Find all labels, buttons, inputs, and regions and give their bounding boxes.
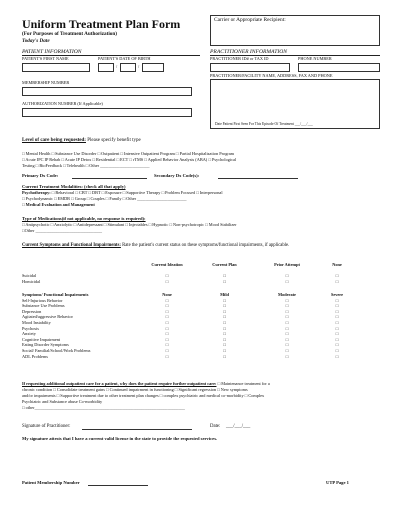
care-level-options-1[interactable]: □ Mental Health □ Substance Use Disorder □ Outpatient □ Intensive Outpatient Program □ Partial Hospitalization Program xyxy=(22,151,235,156)
row-label: Social/ Familial/School/Work Problems xyxy=(22,347,91,353)
checkbox[interactable]: □ xyxy=(335,308,339,314)
checkbox[interactable]: □ xyxy=(223,303,226,309)
auth-field[interactable] xyxy=(22,108,192,117)
checkbox[interactable]: □ xyxy=(165,308,169,314)
checkbox[interactable]: □ xyxy=(285,273,289,279)
treatment-plan-page: Uniform Treatment Plan Form (For Purposes of Treatment Authorization) Today's Date Carrier or Appropriate Recipient: PATIENT INFORMATION PATIENT'S FIRST NAME PATIENT'S DATE OF BIRTH / / MEMBERSHIP NUMBER AUTHORIZATION NUMBER (If Applicable) PRACTITIONER INFORMATION PRACTITIONER ID# or TAX ID PHONE NUMBER PRACTITIONER/FACILITY NAME, ADDRESS, FAX AND PHONE Date Patient First Seen For This Episode Of Treatment ___/___/___ Level of care being requested: Please specify benefit type □ Mental Health □ Substance Use Disorder □ Outpatient □ Intensive Outpatient Program □ Partial Hospitalization Program □ Acute IPC IP Rehab □ Acute IP Detox □ Residential □ ECT □ rTMS □ Applied Behavior Analysis (ABA) □ Psychological Testing □ BioFeedback □ Telehealth □ Other _______________________ Primary Dx Code: Secondary Dx Code(s): Current Treatment Modalities: (check all that apply) Psychotherapy: □ Behavioral □ CBT □ DBT □ Exposure □ Supportive Therapy □ Problem Focused □ Interpersonal □ Psychodynamic □ EMDR □ Group □ Couples □ Family □ Other _______________________ □ Medical Evaluation and Management Type of Medications(if not applicable, no response is required): □ Antipsychotic □ Anxiolytic □ Antidepressant □ Stimulant □ Injectables □ Hypnotic □ Non-psychotropic □ Mood Stabilizer □Other _______________________________ Current Symptoms and Functional Impairments: Rate the patient's current status on these symptoms/functional impairments, if applicable. Current Ideation Current Plan Prior Attempt None Suicidal □ □ □ □ Homicidal □ □ □ □ Symptoms/ Functional Impairments None Mild Moderate Severe Self-Injurious Behavior □ □ □ □ Substance Use Problems □ □ □ □ Depression □ □ □ □ Agitated/aggressive Behavior □ □ □ □ Mood Instability □ □ □ □ Psychosis □ □ □ □ Anxiety □ □ □ □ Cognitive Impairment □ □ □ □ Eating Disorder Symptoms □ □ □ □ Social/ Familial/School/Work Problems □ □ □ □ ADL Problems □ □ □ □ If requesting additional outpatient care for a patient, why does the patient require further outpatient care: □ Maintenance treatment for a chronic condition □ Consolidate treatment gains □ Continued impairment in functioning □ Significant regression □ New symptoms and/or impairments □ Supportive treatment due to other treatment plan changes □ complex psychiatric and medical co-morbidity □ Complex Psychiatric and Substance abuse Co-morbidity □ other______________________________________________________________________ Signature of Practitioner: Date: ___/___/___ My signature attests that I have a current valid license in the state to provide the requested services. Patient Membership Number UTP Page 1 xyxy=(0,0,400,518)
checkbox[interactable]: □ xyxy=(335,303,339,309)
additional-care-line-2[interactable]: chronic condition □ Consolidate treatment gains □ Continued impairment in functioning □ Significant regression □ New symptoms xyxy=(22,387,248,392)
footer-membership-label: Patient Membership Number xyxy=(22,480,80,485)
symptoms-heading: Current Symptoms and Functional Impairments: xyxy=(22,243,121,248)
checkbox[interactable]: □ xyxy=(223,331,226,337)
checkbox[interactable]: □ xyxy=(223,342,226,348)
checkbox[interactable]: □ xyxy=(285,297,289,303)
row-label: Agitated/aggressive Behavior xyxy=(22,314,73,320)
carrier-box[interactable] xyxy=(210,15,380,46)
col-severe: Severe xyxy=(330,292,344,297)
carrier-label: Carrier or Appropriate Recipient: xyxy=(214,17,286,23)
primary-dx-label: Primary Dx Code: xyxy=(22,173,59,178)
table-row xyxy=(22,354,352,360)
col-none: None xyxy=(332,262,342,267)
checkbox[interactable]: □ xyxy=(223,319,226,325)
row-label: Self-Injurious Behavior xyxy=(22,297,63,303)
additional-care-line-4[interactable]: Psychiatric and Substance abuse Co-morbidity xyxy=(22,399,103,404)
checkbox[interactable]: □ xyxy=(165,336,169,342)
facility-field[interactable] xyxy=(210,79,380,129)
checkbox[interactable]: □ xyxy=(335,325,339,331)
page-number: UTP Page 1 xyxy=(326,480,349,485)
row-label: Depression xyxy=(22,308,42,314)
symptoms-instruction: Rate the patient's current status on these symptoms/functional impairments, if applicable. xyxy=(120,243,290,248)
medical-evaluation-option[interactable]: □ Medical Evaluation and Management xyxy=(22,202,95,207)
checkbox[interactable]: □ xyxy=(223,297,226,303)
col-current-plan: Current Plan xyxy=(212,262,237,267)
row-label: ADL Problems xyxy=(22,353,48,359)
checkbox[interactable]: □ xyxy=(165,314,169,320)
checkbox[interactable]: □ xyxy=(223,278,226,284)
checkbox[interactable]: □ xyxy=(165,353,169,359)
additional-care-other[interactable]: □ other______________________________________________________________________ xyxy=(22,405,185,410)
impairment-header: Symptoms/ Functional Impairments xyxy=(22,292,89,297)
checkbox[interactable]: □ xyxy=(285,353,289,359)
checkbox[interactable]: □ xyxy=(165,347,169,353)
signature-label: Signature of Practitioner: xyxy=(22,424,71,429)
care-level-line xyxy=(22,138,141,143)
col-mild: Mild xyxy=(220,292,229,297)
first-name-field[interactable] xyxy=(22,63,90,72)
phone-label: PHONE NUMBER xyxy=(298,56,332,61)
checkbox[interactable]: □ xyxy=(165,325,169,331)
modalities-heading: Current Treatment Modalities: (check all that apply) xyxy=(22,184,126,189)
psychotherapy-options-1[interactable]: Psychotherapy: □ Behavioral □ CBT □ DBT □ Exposure □ Supportive Therapy □ Problem Focused □ Interpersonal xyxy=(22,190,223,195)
todays-date-label: Today's Date xyxy=(22,38,50,44)
checkbox[interactable]: □ xyxy=(223,325,226,331)
checkbox[interactable]: □ xyxy=(285,319,289,325)
impairment-table xyxy=(22,292,352,359)
checkbox[interactable]: □ xyxy=(285,314,289,320)
first-seen-label: Date Patient First Seen For This Episode Of Treatment ___/___/___ xyxy=(215,122,313,126)
form-subtitle: (For Purposes of Treatment Authorization) xyxy=(22,31,117,37)
col-moderate: Moderate xyxy=(278,292,296,297)
care-level-options-2[interactable]: □ Acute IPC IP Rehab □ Acute IP Detox □ Residential □ ECT □ rTMS □ Applied Behavior Analysis (ABA) □ Psychological xyxy=(22,157,237,162)
membership-label: MEMBERSHIP NUMBER xyxy=(22,80,70,85)
footer-membership-field[interactable] xyxy=(88,485,148,486)
checkbox[interactable]: □ xyxy=(335,353,339,359)
form-title: Uniform Treatment Plan Form xyxy=(22,17,181,31)
checkbox[interactable]: □ xyxy=(165,319,169,325)
psychotherapy-label: Psychotherapy: xyxy=(22,190,51,195)
checkbox[interactable]: □ xyxy=(335,319,339,325)
col-current-ideation: Current Ideation xyxy=(151,262,183,267)
auth-label: AUTHORIZATION NUMBER (If Applicable) xyxy=(22,101,103,106)
facility-label: PRACTITIONER/FACILITY NAME, ADDRESS, FAX AND PHONE xyxy=(210,73,333,78)
date-field[interactable]: ___/___/___ xyxy=(226,424,251,429)
secondary-dx-field[interactable] xyxy=(218,178,298,179)
row-label: Anxiety xyxy=(22,331,36,337)
checkbox[interactable]: □ xyxy=(285,342,289,348)
additional-care-line-1[interactable]: If requesting additional outpatient care for a patient, why does the patient require further outpatient care: □ Maintenance treatment for a xyxy=(22,381,270,386)
row-label: Mood Instability xyxy=(22,319,51,325)
signature-field[interactable] xyxy=(82,429,192,430)
additional-care-label: If requesting additional outpatient care for a patient, why does the patient require further outpatient care: xyxy=(22,381,217,386)
checkbox[interactable]: □ xyxy=(223,314,226,320)
checkbox[interactable]: □ xyxy=(335,342,339,348)
checkbox[interactable]: □ xyxy=(285,278,289,284)
secondary-dx-label: Secondary Dx Code(s): xyxy=(154,173,200,178)
care-level-options-3[interactable]: Testing □ BioFeedback □ Telehealth □ Other _______________________ xyxy=(22,163,150,168)
row-label: Substance Use Problems xyxy=(22,303,65,309)
patient-heading: PATIENT INFORMATION xyxy=(22,49,200,56)
date-label: Date: xyxy=(210,424,221,429)
checkbox[interactable]: □ xyxy=(165,342,169,348)
care-level-note: Please specify benefit type xyxy=(85,138,141,143)
checkbox[interactable]: □ xyxy=(165,273,169,279)
checkbox[interactable]: □ xyxy=(335,297,339,303)
checkbox[interactable]: □ xyxy=(285,325,289,331)
row-label: Suicidal xyxy=(22,273,37,279)
checkbox[interactable]: □ xyxy=(223,353,226,359)
practitioner-id-field[interactable] xyxy=(210,63,290,72)
checkbox[interactable]: □ xyxy=(335,278,339,284)
checkbox[interactable]: □ xyxy=(165,303,169,309)
checkbox[interactable]: □ xyxy=(335,314,339,320)
table-row xyxy=(22,279,352,285)
dob-month-field[interactable] xyxy=(98,63,114,72)
care-level-label: Level of care being requested: xyxy=(22,138,86,143)
checkbox[interactable]: □ xyxy=(335,347,339,353)
additional-care-line-3[interactable]: and/or impairments □ Supportive treatment due to other treatment plan changes □ complex psychiatric and medical co-morbidity □ Complex xyxy=(22,393,265,398)
checkbox[interactable]: □ xyxy=(335,331,339,337)
checkbox[interactable]: □ xyxy=(223,308,226,314)
checkbox[interactable]: □ xyxy=(223,347,226,353)
checkbox[interactable]: □ xyxy=(165,297,169,303)
checkbox[interactable]: □ xyxy=(223,336,226,342)
primary-dx-field[interactable] xyxy=(72,178,147,179)
ideation-table xyxy=(22,262,352,284)
medications-heading: Type of Medications(if not applicable, no response is required): xyxy=(22,216,146,221)
col-none: None xyxy=(162,292,172,297)
phone-field[interactable] xyxy=(298,63,380,72)
col-prior-attempt: Prior Attempt xyxy=(274,262,300,267)
membership-field[interactable] xyxy=(22,87,192,96)
checkbox[interactable]: □ xyxy=(165,331,169,337)
row-label: Psychosis xyxy=(22,325,39,331)
practitioner-heading: PRACTITIONER INFORMATION xyxy=(210,49,380,56)
medications-options-2[interactable]: □Other _______________________________ xyxy=(22,228,103,233)
dob-year-field[interactable] xyxy=(142,63,164,72)
first-name-label: PATIENT'S FIRST NAME xyxy=(22,56,69,61)
checkbox[interactable]: □ xyxy=(285,308,289,314)
checkbox[interactable]: □ xyxy=(335,273,339,279)
checkbox[interactable]: □ xyxy=(285,303,289,309)
checkbox[interactable]: □ xyxy=(165,278,169,284)
checkbox[interactable]: □ xyxy=(335,336,339,342)
row-label: Homicidal xyxy=(22,278,41,284)
dob-label: PATIENT'S DATE OF BIRTH xyxy=(98,56,151,61)
checkbox[interactable]: □ xyxy=(223,273,226,279)
attestation-text: My signature attests that I have a current valid license in the state to provide the requested services. xyxy=(22,436,218,441)
row-label: Cognitive Impairment xyxy=(22,336,61,342)
psychotherapy-options-2[interactable]: □ Psychodynamic □ EMDR □ Group □ Couples □ Family □ Other _______________________ xyxy=(22,196,187,201)
checkbox[interactable]: □ xyxy=(285,347,289,353)
checkbox[interactable]: □ xyxy=(285,331,289,337)
practitioner-id-label: PRACTITIONER ID# or TAX ID xyxy=(210,56,269,61)
dob-day-field[interactable] xyxy=(120,63,136,72)
medications-options-1[interactable]: □ Antipsychotic □ Anxiolytic □ Antidepressant □ Stimulant □ Injectables □ Hypnotic □ Non-psychotropic □ Mood Stabilizer xyxy=(22,222,237,227)
row-label: Eating Disorder Symptoms xyxy=(22,342,69,348)
checkbox[interactable]: □ xyxy=(285,336,289,342)
symptoms-line xyxy=(22,243,289,248)
